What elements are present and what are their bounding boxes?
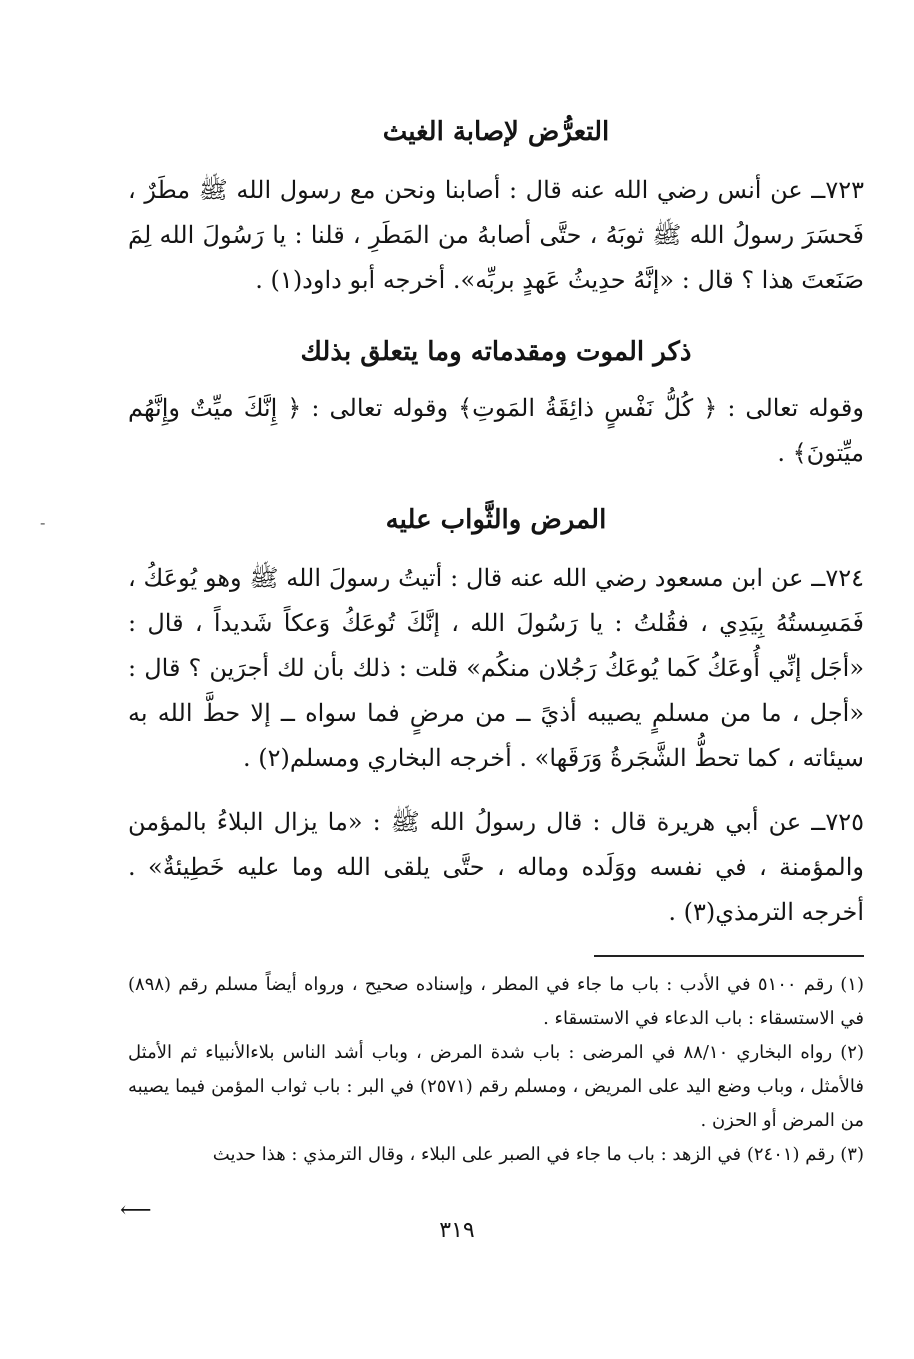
section-heading-rain: التعرُّض لإصابة الغيث: [382, 117, 610, 147]
footnote-divider: [594, 955, 864, 957]
paragraph-text: ٧٢٣ــ عن أنس رضي الله عنه قال : أصابنا ونحن مع رسول الله ﷺ مطَرٌ ، فَحسَرَ رسولُ الله ﷺ ثوبَهُ ، حتَّى أصابهُ من المَطَرِ ، قلنا : يا رَسُولَ الله لِمَ صَنَعتَ هذا ؟ قال : «إنَّهُ حدِيثُ عَهدٍ بربِّه». أخرجه أبو داود(١) .: [128, 176, 864, 294]
footnote-3: (٣) رقم (٢٤٠١) في الزهد : باب ما جاء في الصبر على البلاء ، وقال الترمذي : هذا حديث: [212, 1144, 864, 1165]
paragraph-text: ٧٢٥ــ عن أبي هريرة قال : قال رسولُ الله ﷺ : «ما يزال البلاءُ بالمؤمن والمؤمنة ، في نفسه ووَلَده وماله ، حتَّى يلقى الله وما عليه خَطِيئةٌ» . أخرجه الترمذي(٣) .: [128, 808, 864, 926]
footnotes: [128, 968, 864, 1172]
margin-mark: -: [40, 513, 46, 532]
section-heading-illness: المرض والثَّواب عليه: [385, 505, 607, 535]
footnote-1: (١) رقم ٥١٠٠ في الأدب : باب ما جاء في المطر ، وإسناده صحيح ، ورواه أيضاً مسلم رقم (٨٩٨) في الاستسقاء : باب الدعاء في الاستسقاء .: [128, 974, 864, 1029]
hadith-725: [128, 800, 864, 935]
footnote-2: (٢) رواه البخاري ٨٨/١٠ في المرضى : باب شدة المرض ، وباب أشد الناس بلاءالأنبياء ثم الأمثل فالأمثل ، وباب وضع اليد على المريض ، ومسلم رقم (٢٥٧١) في البر : باب ثواب المؤمن فيما يصيبه من المرض أو الحزن .: [128, 1042, 864, 1131]
hadith-723: [128, 168, 864, 303]
paragraph-text: وقوله تعالى : ﴿ كُلُّ نَفْسٍ ذائِقَةُ المَوتِ﴾ وقوله تعالى : ﴿ إِنَّكَ ميِّتٌ وإِنَّهُم ميِّتونَ﴾ .: [128, 394, 864, 467]
paragraph-text: ٧٢٤ــ عن ابن مسعود رضي الله عنه قال : أتيتُ رسولَ الله ﷺ وهو يُوعَكُ ، فَمَسِستُهُ بِيَدِي ، فقُلتُ : يا رَسُولَ الله ، إنَّكَ تُوعَكُ وَعكاً شَديداً ، قال : «أجَل إنِّي أُوعَكُ كَما يُوعَكُ رَجُلان منكُم» قلت : ذلك بأن لك أجرَين ؟ قال : «أجل ، ما من مسلمٍ يصيبه أذيً ــ من مرضٍ فما سواه ــ إلا حطَّ الله به سيئاته ، كما تحطُّ الشَّجَرةُ وَرَقَها» . أخرجه البخاري ومسلم(٢) .: [128, 564, 865, 772]
section-heading-death: ذكر الموت ومقدماته وما يتعلق بذلك: [300, 337, 692, 367]
continuation-arrow-icon: ⟵: [120, 1198, 152, 1223]
quran-verses: [128, 386, 864, 476]
hadith-724: [128, 556, 864, 781]
page-number: ٣١٩: [439, 1218, 475, 1243]
